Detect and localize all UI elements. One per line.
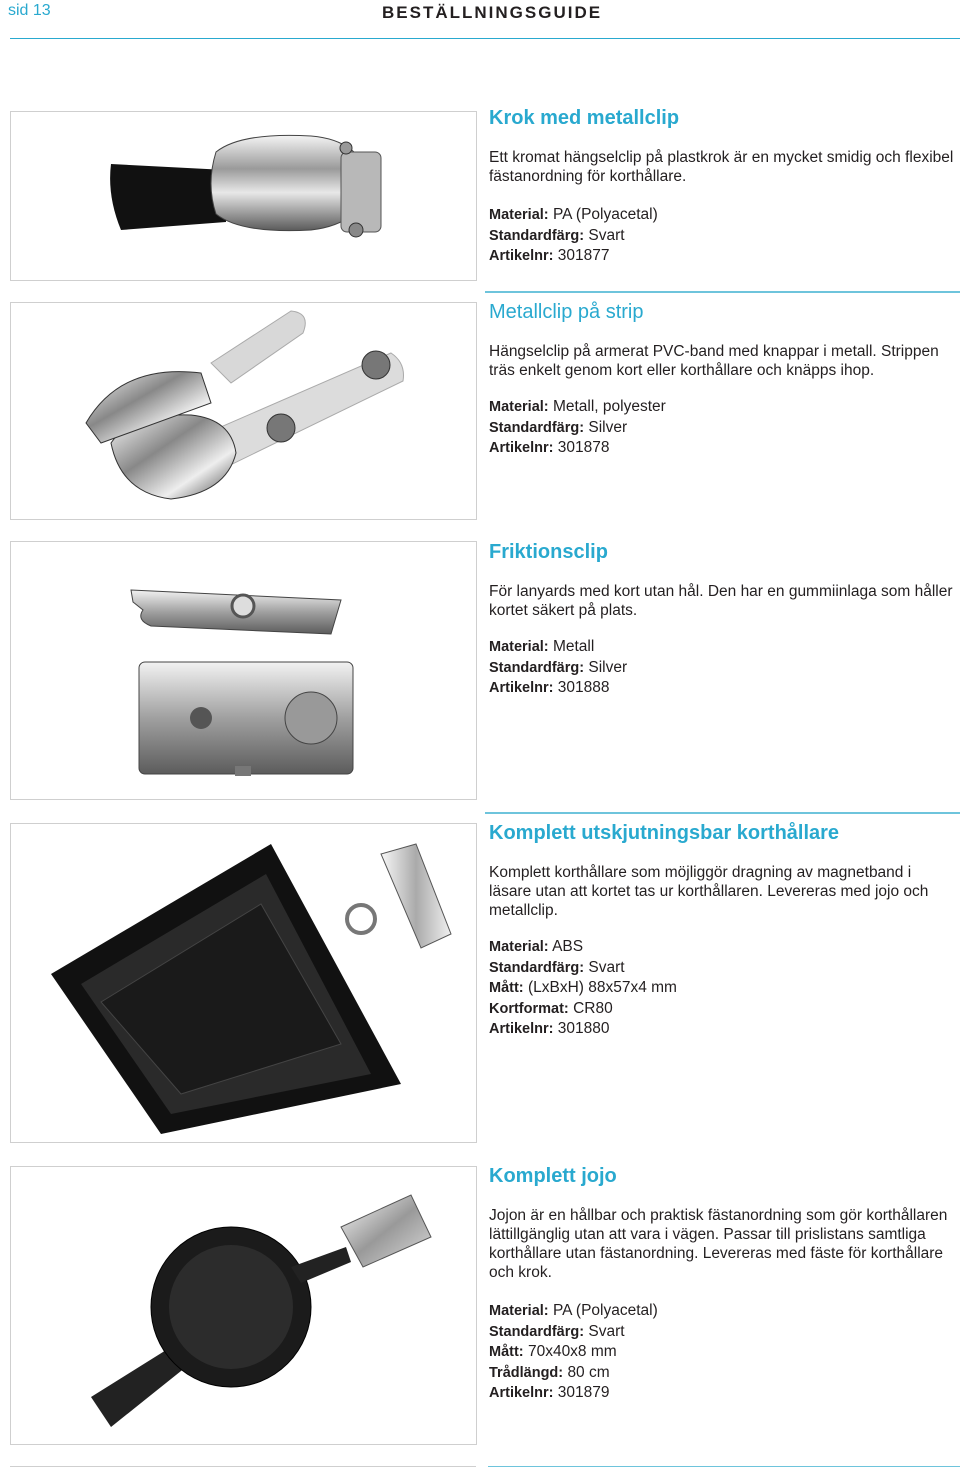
spec-material: Material: Metall, polyester [489, 398, 666, 415]
yoyo-illustration [11, 1167, 476, 1444]
spec-list [489, 397, 957, 459]
product-description: Ett kromat hängselclip på plastkrok är en mycket smidig och flexibel fästanordning för korthållare. [489, 149, 954, 185]
product-image-strip-clip [10, 302, 477, 520]
spec-article: Artikelnr: 301888 [489, 679, 610, 696]
spec-list [489, 205, 957, 267]
spec-material: Material: PA (Polyacetal) [489, 1302, 658, 1319]
product-image-hook-clip [10, 111, 477, 281]
friction-clip-illustration [11, 542, 476, 799]
spec-material: Material: PA (Polyacetal) [489, 206, 658, 223]
section-rule [485, 812, 960, 814]
spec-color: Standardfärg: Silver [489, 658, 628, 676]
product-title: Komplett jojo [489, 1165, 617, 1187]
header-rule [10, 38, 960, 39]
page-number: sid 13 [8, 2, 51, 19]
product-krok-med-metallclip [489, 106, 957, 267]
spec-list [489, 1301, 957, 1404]
product-title: Friktionsclip [489, 541, 608, 563]
product-friktionsclip [489, 540, 957, 699]
spec-color: Standardfärg: Svart [489, 958, 625, 976]
product-image-yoyo [10, 1166, 477, 1445]
hook-clip-illustration [11, 112, 476, 280]
product-image-friction-clip [10, 541, 477, 800]
page-title: BESTÄLLNINGSGUIDE [382, 3, 603, 22]
spec-list [489, 937, 957, 1040]
spec-dimensions: Mått: (LxBxH) 88x57x4 mm [489, 979, 677, 996]
product-description: Jojon är en hållbar och praktisk fästanordning som gör korthållaren lättillgänglig utan att vara i vägen. Passar till prislistans samtliga korthållare utan fästanordning. Levereras med fäste för korthållare och krok. [489, 1207, 948, 1281]
product-image-card-holder [10, 823, 477, 1143]
spec-material: Material: Metall [489, 638, 595, 655]
spec-article: Artikelnr: 301877 [489, 247, 610, 264]
spec-card-format: Kortformat: CR80 [489, 999, 613, 1017]
product-metallclip-pa-strip [489, 300, 957, 459]
product-description: För lanyards med kort utan hål. Den har en gummiinlaga som håller kortet säkert på plats. [489, 583, 953, 619]
spec-color: Standardfärg: Svart [489, 226, 625, 244]
spec-article: Artikelnr: 301878 [489, 439, 610, 456]
spec-material: Material: ABS [489, 938, 584, 955]
footer-rule-right [488, 1466, 960, 1467]
spec-article: Artikelnr: 301879 [489, 1384, 610, 1401]
product-title: Krok med metallclip [489, 107, 680, 129]
spec-list [489, 637, 957, 699]
footer-rule-left [10, 1466, 476, 1467]
product-komplett-korthallare [489, 821, 957, 1040]
spec-article: Artikelnr: 301880 [489, 1020, 610, 1037]
card-holder-illustration [11, 824, 476, 1142]
spec-color: Standardfärg: Svart [489, 1322, 625, 1340]
product-komplett-jojo [489, 1164, 957, 1404]
product-description: Komplett korthållare som möjliggör dragning av magnetband i läsare utan att kortet tas ur korthållaren. Levereras med jojo och metallclip. [489, 864, 929, 919]
strip-clip-illustration [11, 303, 476, 519]
product-title: Komplett utskjutningsbar korthållare [489, 822, 840, 844]
section-rule [485, 291, 960, 293]
product-description: Hängselclip på armerat PVC-band med knappar i metall. Strippen träs enkelt genom kort eller korthållare och knäpps ihop. [489, 343, 939, 379]
product-title: Metallclip på strip [489, 301, 644, 323]
spec-cord-length: Trådlängd: 80 cm [489, 1363, 610, 1381]
spec-dimensions: Mått: 70x40x8 mm [489, 1343, 617, 1360]
spec-color: Standardfärg: Silver [489, 418, 628, 436]
